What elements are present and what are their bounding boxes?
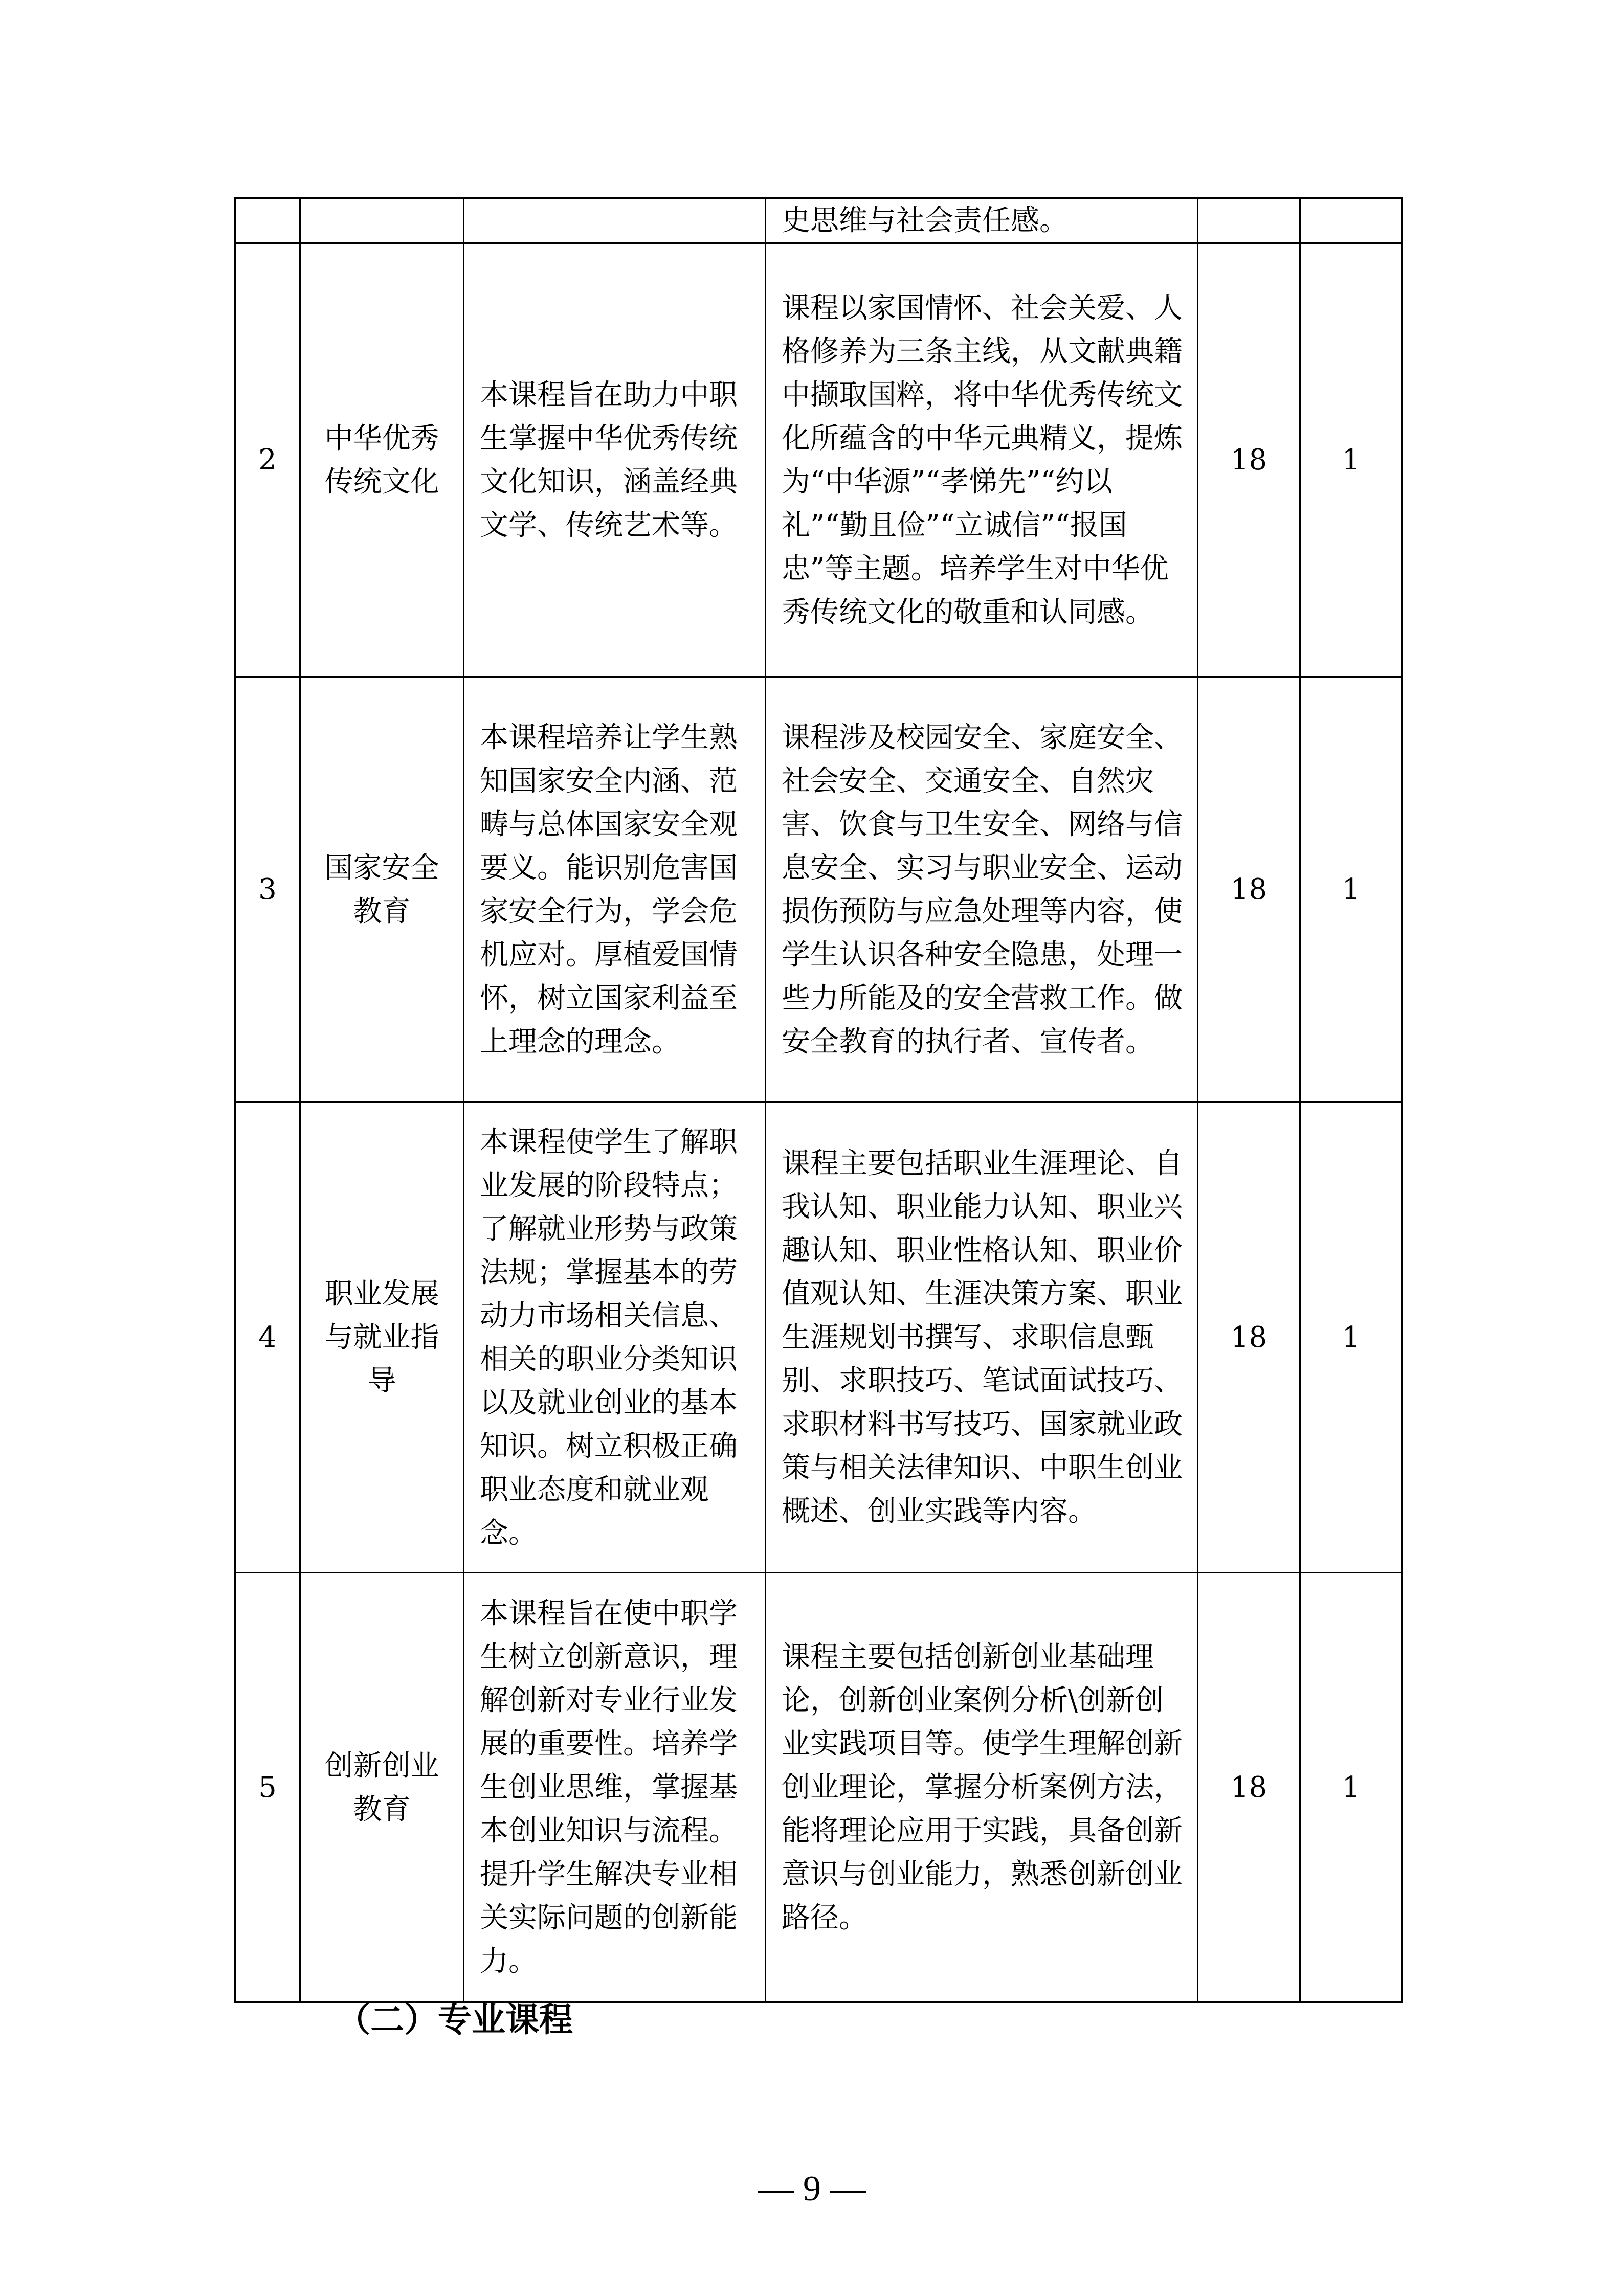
page-number: — 9 — xyxy=(758,2169,866,2209)
course-content: 课程以家国情怀、社会关爱、人格修养为三条主线，从文献典籍中撷取国粹，将中华优秀传统文化所蕴含的中华元典精义，提炼为“中华源”“孝悌先”“约以礼”“勤且俭”“立诚信”“报国忠”等主题。培养学生对中华优秀传统文化的敬重和认同感。 xyxy=(766,243,1198,677)
course-name xyxy=(300,198,464,243)
row-number: 2 xyxy=(235,243,300,677)
table-row xyxy=(235,198,1403,243)
course-credit: 1 xyxy=(1300,1573,1403,2002)
course-credit xyxy=(1300,198,1403,243)
course-table xyxy=(234,197,1403,2003)
table-row xyxy=(235,1102,1403,1573)
row-number: 3 xyxy=(235,677,300,1102)
course-goal: 本课程旨在助力中职生掌握中华优秀传统文化知识，涵盖经典文学、传统艺术等。 xyxy=(464,243,766,677)
course-hours xyxy=(1198,198,1300,243)
course-credit: 1 xyxy=(1300,677,1403,1102)
course-credit: 1 xyxy=(1300,243,1403,677)
course-name: 中华优秀传统文化 xyxy=(300,243,464,677)
table-row xyxy=(235,677,1403,1102)
course-goal: 本课程培养让学生熟知国家安全内涵、范畴与总体国家安全观要义。能识别危害国家安全行为，学会危机应对。厚植爱国情怀，树立国家利益至上理念的理念。 xyxy=(464,677,766,1102)
course-goal: 本课程使学生了解职业发展的阶段特点；了解就业形势与政策法规；掌握基本的劳动力市场相关信息、相关的职业分类知识以及就业创业的基本知识。树立积极正确职业态度和就业观念。 xyxy=(464,1102,766,1573)
course-content: 课程主要包括创新创业基础理论，创新创业案例分析\创新创业实践项目等。使学生理解创新创业理论，掌握分析案例方法，能将理论应用于实践，具备创新意识与创业能力，熟悉创新创业路径。 xyxy=(766,1573,1198,2002)
section-heading: （二）专业课程 xyxy=(337,2000,573,2039)
course-content: 史思维与社会责任感。 xyxy=(766,198,1198,243)
course-content: 课程涉及校园安全、家庭安全、社会安全、交通安全、自然灾害、饮食与卫生安全、网络与信息安全、实习与职业安全、运动损伤预防与应急处理等内容，使学生认识各种安全隐患，处理一些力所能及的安全营救工作。做安全教育的执行者、宣传者。 xyxy=(766,677,1198,1102)
course-name: 职业发展与就业指导 xyxy=(300,1102,464,1573)
course-hours: 18 xyxy=(1198,243,1300,677)
row-number: 4 xyxy=(235,1102,300,1573)
course-hours: 18 xyxy=(1198,1102,1300,1573)
row-number: 5 xyxy=(235,1573,300,2002)
table-row xyxy=(235,243,1403,677)
course-hours: 18 xyxy=(1198,1573,1300,2002)
course-name: 国家安全教育 xyxy=(300,677,464,1102)
course-content: 课程主要包括职业生涯理论、自我认知、职业能力认知、职业兴趣认知、职业性格认知、职业价值观认知、生涯决策方案、职业生涯规划书撰写、求职信息甄别、求职技巧、笔试面试技巧、求职材料书写技巧、国家就业政策与相关法律知识、中职生创业概述、创业实践等内容。 xyxy=(766,1102,1198,1573)
course-hours: 18 xyxy=(1198,677,1300,1102)
row-number xyxy=(235,198,300,243)
course-goal: 本课程旨在使中职学生树立创新意识，理解创新对专业行业发展的重要性。培养学生创业思维，掌握基本创业知识与流程。提升学生解决专业相关实际问题的创新能力。 xyxy=(464,1573,766,2002)
course-goal xyxy=(464,198,766,243)
course-credit: 1 xyxy=(1300,1102,1403,1573)
table-row xyxy=(235,1573,1403,2002)
course-name: 创新创业教育 xyxy=(300,1573,464,2002)
